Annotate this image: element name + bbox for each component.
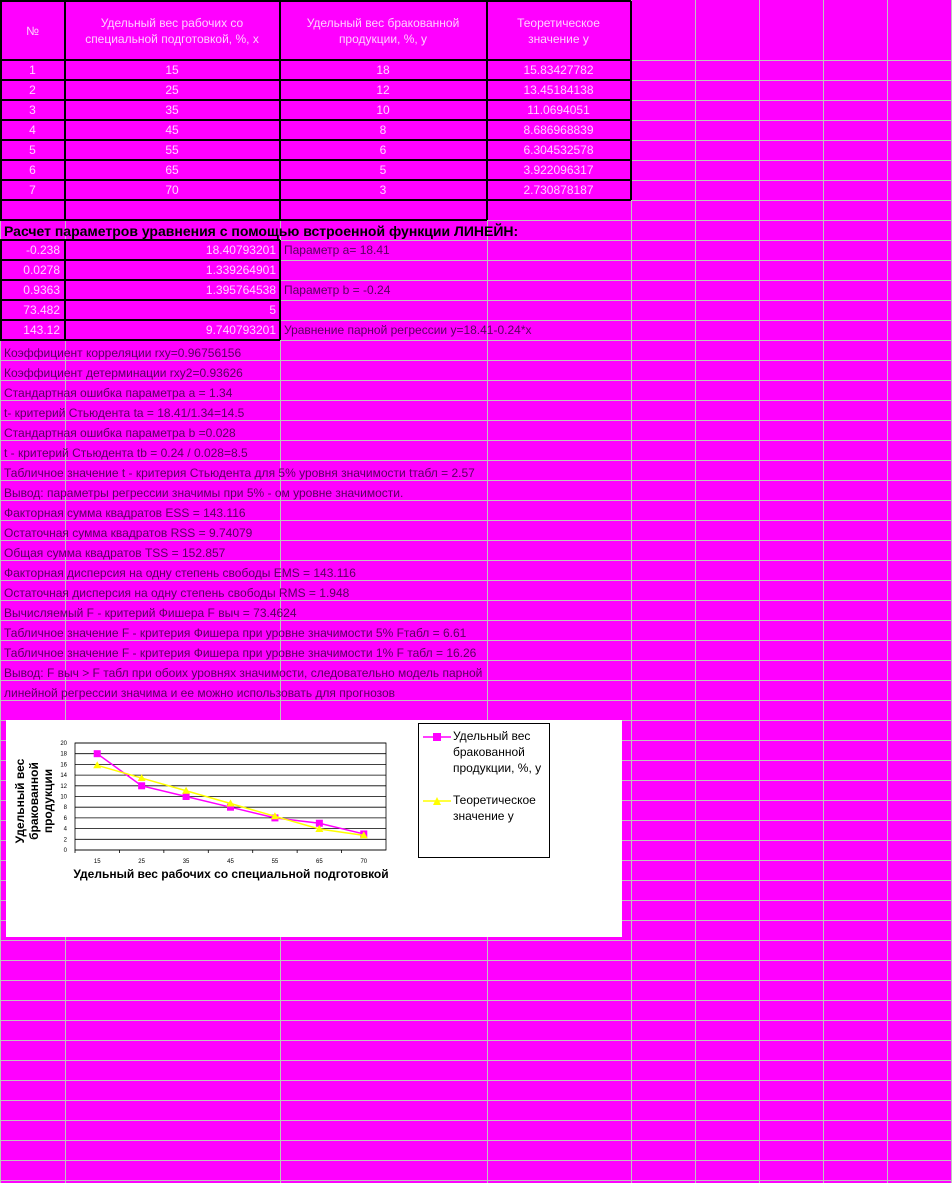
header-number[interactable]: №: [26, 24, 39, 38]
series2-point: [93, 761, 101, 768]
x-tick-label: 55: [271, 859, 279, 865]
table-cell-row-y[interactable]: 18: [376, 63, 390, 77]
table-cell-row-y[interactable]: 8: [379, 123, 387, 137]
summary-line: Стандартная ошибка параметра a = 1.34: [4, 386, 233, 400]
table-cell-row-number[interactable]: 6: [29, 163, 36, 177]
series1-point: [183, 793, 190, 800]
table-cell-row-theoretical[interactable]: 6.304532578: [523, 143, 594, 157]
linest-cell-a[interactable]: 143.12: [23, 323, 60, 337]
table-cell-row-y[interactable]: 5: [379, 163, 387, 177]
y-tick-label: 10: [60, 794, 67, 801]
linest-cell-a[interactable]: 73.482: [23, 303, 60, 317]
table-cell-row-number[interactable]: 4: [29, 123, 36, 137]
summary-line: t- критерий Стьюдента ta = 18.41/1.34=14.5: [4, 406, 245, 420]
y-tick-label: 20: [60, 741, 67, 747]
table-cell-row-x[interactable]: 55: [165, 143, 179, 157]
summary-line: Стандартная ошибка параметра b =0.028: [4, 426, 236, 440]
y-tick-label: 14: [60, 773, 67, 780]
x-tick-label: 65: [316, 859, 323, 865]
table-cell-row-x[interactable]: 45: [165, 123, 179, 137]
table-cell-row-y[interactable]: 3: [379, 183, 387, 197]
summary-line: Вывод: F выч > F табл при обоих уровнях значимости, следовательно модель парной: [4, 666, 483, 680]
linest-cell-b[interactable]: 5: [269, 303, 276, 317]
summary-line: Коэффициент корреляции rxy=0.96756156: [4, 346, 242, 360]
table-cell-row-theoretical[interactable]: 15.83427782: [523, 63, 594, 77]
linest-cell-a[interactable]: 0.0278: [23, 263, 60, 277]
table-cell-row-x[interactable]: 15: [165, 63, 179, 77]
summary-line: Табличное значение F - критерия Фишера при уровне значимости 5% Fтабл = 6.61: [4, 626, 467, 640]
header-x[interactable]: Удельный вес рабочих со специальной подготовкой, %, x: [85, 16, 259, 46]
linest-note: Параметр b = -0.24: [284, 283, 391, 297]
table-cell-row-number[interactable]: 2: [29, 83, 36, 97]
y-tick-label: 6: [63, 815, 67, 822]
x-tick-label: 45: [227, 859, 234, 865]
chart-legend[interactable]: [418, 723, 550, 858]
table-cell-row-x[interactable]: 65: [165, 163, 179, 177]
chart[interactable]: [6, 720, 622, 937]
y-tick-label: 2: [63, 837, 67, 844]
table-cell-row-number[interactable]: 7: [29, 183, 36, 197]
series-line-1: [97, 754, 364, 834]
summary-line: Вывод: параметры регрессии значимы при 5% - ом уровне значимости.: [4, 486, 404, 500]
table-cell-row-number[interactable]: 1: [29, 63, 36, 77]
y-tick-label: 18: [60, 751, 67, 758]
header-theoretical[interactable]: Теоретическое значение y: [517, 16, 600, 46]
table-cell-row-theoretical[interactable]: 11.0694051: [527, 103, 590, 117]
table-cell-row-theoretical[interactable]: 3.922096317: [523, 163, 594, 177]
x-tick-label: 15: [93, 859, 101, 865]
table-cell-row-theoretical[interactable]: 8.686968839: [523, 123, 594, 137]
summary-line: Общая сумма квадратов TSS = 152.857: [4, 546, 226, 560]
linest-cell-b[interactable]: 1.395764538: [205, 283, 276, 297]
y-tick-label: 8: [63, 805, 67, 812]
table-cell-row-y[interactable]: 12: [376, 83, 390, 97]
linest-cell-a[interactable]: 0.9363: [23, 283, 60, 297]
summary-line: Факторная сумма квадратов ESS = 143.116: [4, 506, 246, 520]
legend-series1: Удельный вес бракованной продукции, %, y: [453, 729, 542, 775]
y-axis-title: Удельный вес бракованной продукции: [13, 758, 55, 844]
table-cell-row-y[interactable]: 10: [376, 103, 390, 117]
x-tick-label: 25: [138, 859, 145, 865]
section-title: Расчет параметров уравнения с помощью встроенной функции ЛИНЕЙН:: [4, 223, 519, 239]
summary-line: Остаточная сумма квадратов RSS = 9.74079: [4, 526, 253, 540]
summary-line: Факторная дисперсия на одну степень свободы EMS = 143.116: [4, 566, 356, 580]
table-cell-row-theoretical[interactable]: 13.45184138: [523, 83, 594, 97]
summary-line: Остаточная дисперсия на одну степень свободы RMS = 1.948: [4, 586, 350, 600]
summary-line: Вычисляемый F - критерий Фишера F выч = 73.4624: [4, 606, 297, 620]
linest-note: Параметр a= 18.41: [284, 243, 390, 257]
x-axis-title: Удельный вес рабочих со специальной подготовкой: [73, 867, 389, 881]
summary-line: линейной регрессии значима и ее можно использовать для прогнозов: [4, 686, 396, 700]
table-cell-row-theoretical[interactable]: 2.730878187: [523, 183, 594, 197]
header-y[interactable]: Удельный вес бракованной продукции, %, y: [306, 16, 460, 46]
summary-line: Коэффициент детерминации rxy2=0.93626: [4, 366, 243, 380]
series1-point: [138, 782, 145, 789]
y-tick-label: 16: [60, 762, 67, 769]
y-tick-label: 4: [63, 826, 67, 833]
table-cell-row-x[interactable]: 25: [165, 83, 179, 97]
linest-cell-b[interactable]: 9.740793201: [205, 323, 276, 337]
legend-series1-marker: [423, 732, 451, 742]
table-cell-row-x[interactable]: 35: [165, 103, 179, 117]
x-tick-label: 70: [360, 859, 368, 865]
table-cell-row-y[interactable]: 6: [379, 143, 387, 157]
linest-note: Уравнение парной регрессии y=18.41-0.24*x: [284, 323, 532, 337]
linest-cell-b[interactable]: 18.40793201: [205, 243, 276, 257]
series1-point: [94, 750, 101, 757]
summary-line: Табличное значение F - критерия Фишера при уровне значимости 1% F табл = 16.26: [4, 646, 477, 660]
table-cell-row-number[interactable]: 3: [29, 103, 36, 117]
legend-series2-marker: [423, 796, 451, 806]
linest-cell-a[interactable]: -0.238: [25, 243, 60, 257]
y-tick-label: 0: [63, 848, 67, 854]
summary-line: Табличное значение t - критерия Стьюдента для 5% уровня значимости tтабл = 2.57: [4, 466, 475, 480]
x-tick-label: 35: [182, 859, 190, 865]
linest-cell-b[interactable]: 1.339264901: [205, 263, 276, 277]
legend-series2: Теоретическое значение y: [453, 793, 536, 823]
y-tick-label: 12: [60, 783, 67, 790]
table-cell-row-x[interactable]: 70: [165, 183, 179, 197]
table-cell-row-number[interactable]: 5: [29, 143, 36, 157]
summary-line: t - критерий Стьюдента tb = 0.24 / 0.028=8.5: [4, 446, 248, 460]
